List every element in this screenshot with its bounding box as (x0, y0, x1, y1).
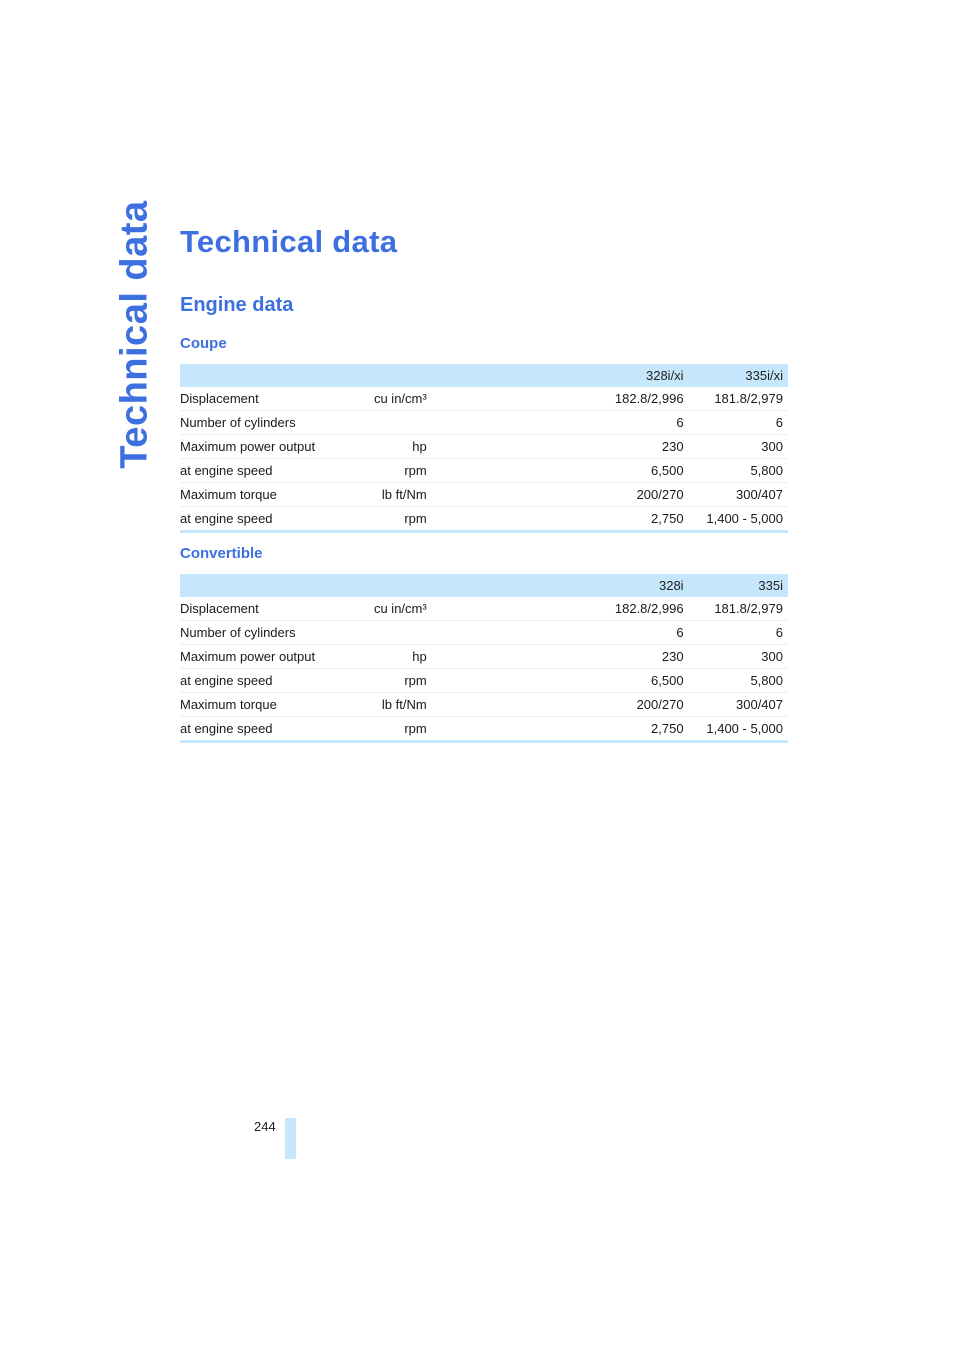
row-value: 5,800 (688, 459, 788, 483)
header-blank (427, 364, 591, 387)
row-value: 200/270 (590, 693, 687, 717)
coupe-engine-table (180, 364, 788, 533)
column-header: 328i (590, 574, 687, 597)
table-row (180, 387, 788, 411)
row-value: 300 (688, 645, 788, 669)
row-unit: cu in/cm³ (349, 387, 427, 411)
row-label: at engine speed (180, 669, 349, 693)
section-title: Engine data (180, 294, 294, 316)
row-label: Displacement (180, 597, 349, 621)
side-chapter-title (112, 199, 158, 469)
row-label: at engine speed (180, 507, 349, 532)
column-header: 335i (688, 574, 788, 597)
row-value: 200/270 (590, 483, 687, 507)
convertible-subtitle: Convertible (180, 545, 263, 562)
row-value: 2,750 (590, 507, 687, 532)
table-row (180, 483, 788, 507)
row-value: 1,400 - 5,000 (688, 717, 788, 742)
row-value: 2,750 (590, 717, 687, 742)
table-header-row (180, 364, 788, 387)
table-row (180, 645, 788, 669)
table-row (180, 621, 788, 645)
row-value: 182.8/2,996 (590, 387, 687, 411)
table-row (180, 669, 788, 693)
coupe-subtitle: Coupe (180, 335, 227, 352)
convertible-engine-table (180, 574, 788, 743)
table-header-row (180, 574, 788, 597)
row-value: 181.8/2,979 (688, 387, 788, 411)
row-unit: hp (349, 435, 427, 459)
side-chapter-title-text: Technical data (113, 199, 156, 469)
row-value: 6 (688, 411, 788, 435)
row-unit: rpm (349, 459, 427, 483)
row-unit: rpm (349, 717, 427, 742)
row-unit: lb ft/Nm (349, 483, 427, 507)
row-label: Maximum power output (180, 435, 349, 459)
row-unit: rpm (349, 669, 427, 693)
row-label: at engine speed (180, 717, 349, 742)
column-header: 335i/xi (688, 364, 788, 387)
header-blank (180, 574, 349, 597)
table-row (180, 411, 788, 435)
page-marker-bar (285, 1118, 296, 1159)
row-value: 230 (590, 645, 687, 669)
row-value: 6 (590, 411, 687, 435)
row-unit (349, 411, 427, 435)
header-blank (349, 574, 427, 597)
header-blank (349, 364, 427, 387)
row-value: 6 (590, 621, 687, 645)
row-value: 5,800 (688, 669, 788, 693)
table-row (180, 459, 788, 483)
row-unit: lb ft/Nm (349, 693, 427, 717)
row-label: Maximum power output (180, 645, 349, 669)
row-value: 230 (590, 435, 687, 459)
table-row (180, 597, 788, 621)
page-title: Technical data (180, 224, 398, 259)
row-label: Displacement (180, 387, 349, 411)
row-label: at engine speed (180, 459, 349, 483)
row-value: 181.8/2,979 (688, 597, 788, 621)
row-label: Maximum torque (180, 483, 349, 507)
row-value: 6,500 (590, 459, 687, 483)
row-value: 6,500 (590, 669, 687, 693)
row-value: 300/407 (688, 483, 788, 507)
row-value: 300 (688, 435, 788, 459)
row-label: Number of cylinders (180, 411, 349, 435)
table-row (180, 435, 788, 459)
column-header: 328i/xi (590, 364, 687, 387)
row-value: 182.8/2,996 (590, 597, 687, 621)
row-unit: hp (349, 645, 427, 669)
row-label: Maximum torque (180, 693, 349, 717)
header-blank (180, 364, 349, 387)
row-value: 6 (688, 621, 788, 645)
table-row (180, 717, 788, 742)
row-label: Number of cylinders (180, 621, 349, 645)
page-number: 244 (254, 1119, 276, 1134)
row-unit: rpm (349, 507, 427, 532)
table-row (180, 507, 788, 532)
row-value: 1,400 - 5,000 (688, 507, 788, 532)
row-value: 300/407 (688, 693, 788, 717)
header-blank (427, 574, 591, 597)
table-row (180, 693, 788, 717)
row-unit (349, 621, 427, 645)
row-unit: cu in/cm³ (349, 597, 427, 621)
